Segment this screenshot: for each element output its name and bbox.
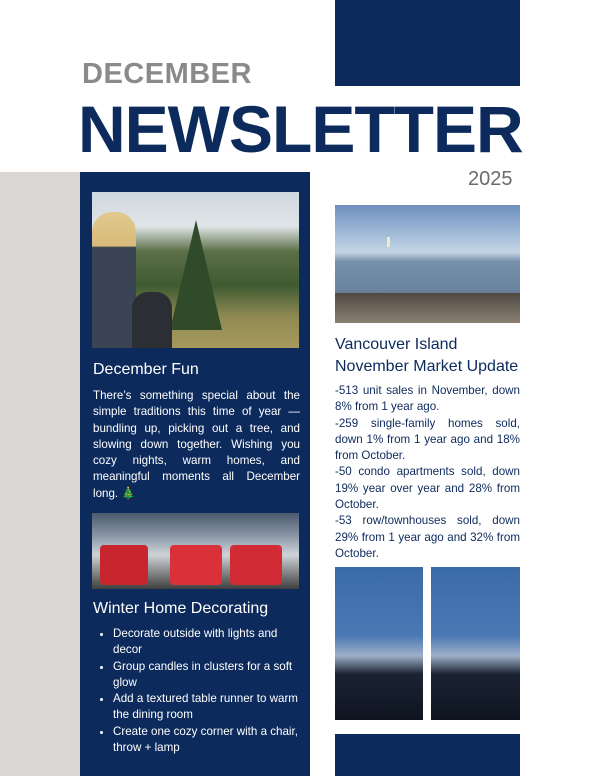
section-heading-winter-decorating: Winter Home Decorating (93, 600, 269, 617)
top-decor-block (335, 0, 520, 86)
list-item: • Group candles in clusters for a soft glow (113, 659, 307, 692)
decorating-tips-list (93, 626, 307, 756)
gray-side-strip (0, 172, 80, 776)
market-stat: -513 unit sales in November, down 8% from 1 year ago. (335, 384, 520, 414)
train-engine-shape (100, 545, 148, 585)
train-car-shape (230, 545, 282, 585)
bottom-decor-block (335, 734, 520, 776)
list-item: • Decorate outside with lights and decor (113, 626, 307, 659)
market-stat: -50 condo apartments sold, down 19% year over year and 28% from October. (335, 465, 520, 512)
photo-dusk-view-left (335, 567, 423, 720)
photo-dusk-view-right (431, 567, 520, 720)
section-heading-market-update: Vancouver Island November Market Update (335, 336, 519, 375)
tree-shape (170, 220, 222, 330)
person-shape (92, 212, 136, 348)
market-stat: -259 single-family homes sold, down 1% from 1 year ago and 18% from October. (335, 416, 520, 463)
header-year: 2025 (468, 168, 513, 190)
section-heading-december-fun: December Fun (93, 361, 199, 378)
kneeling-person-shape (132, 292, 172, 348)
december-fun-body: There’s something special about the simple traditions this time of year — bundling up, picking out a tree, and slowing down together. Wishing you cozy nights, warm homes, and meaningful moments all December long. 🎄 (93, 389, 300, 500)
train-car-shape (170, 545, 222, 585)
list-item: • Create one cozy corner with a chair, throw + lamp (113, 724, 307, 757)
sailboat-shape (387, 237, 390, 247)
header-kicker: DECEMBER (82, 58, 252, 90)
list-item: • Add a textured table runner to warm the dining room (113, 691, 307, 724)
market-stat: -53 row/townhouses sold, down 29% from 1 year ago and 32% from October. (335, 514, 520, 560)
market-update-body (335, 383, 520, 562)
photo-tree-farm (92, 192, 299, 348)
rocks-shape (335, 293, 520, 323)
photo-ocean-sea-lions (335, 205, 520, 323)
page-title: NEWSLETTER (78, 92, 523, 166)
photo-inflatable-train (92, 513, 299, 589)
